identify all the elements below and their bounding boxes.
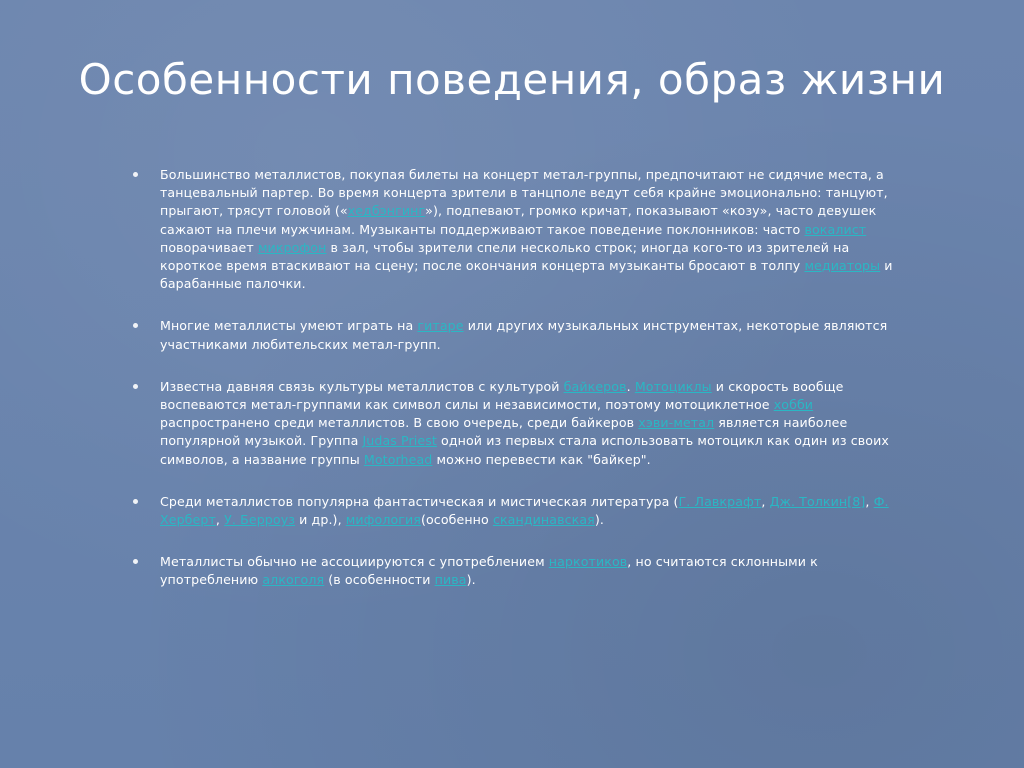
- link-headbanging[interactable]: хедбэнгинг: [347, 203, 426, 219]
- link-lovecraft[interactable]: Г. Лавкрафт: [678, 493, 762, 509]
- link-picks[interactable]: медиаторы: [804, 258, 881, 274]
- text: Известна давняя связь культуры металлистов с культурой: [160, 378, 564, 394]
- text: можно перевести как "байкер".: [432, 451, 651, 467]
- link-herbert[interactable]: Ф. Херберт: [160, 493, 889, 528]
- text: распространено среди металлистов. В свою очередь, среди байкеров: [160, 415, 639, 431]
- link-judas-priest[interactable]: Judas Priest: [362, 433, 437, 449]
- text: и скорость вообще воспеваются метал-группами как символ силы и независимости, поэтому мотоциклетное: [160, 378, 844, 413]
- link-hobby[interactable]: хобби: [773, 397, 814, 413]
- link-motorcycles[interactable]: Мотоциклы: [634, 378, 712, 394]
- link-beer[interactable]: пива: [434, 572, 467, 588]
- text: или других музыкальных инструментах, некоторые являются участниками любительских метал-групп.: [160, 318, 888, 352]
- text: ).: [466, 572, 476, 588]
- text: ,: [761, 493, 770, 509]
- bullet-icon: [133, 172, 138, 177]
- text: (в особенности: [324, 572, 435, 588]
- link-alcohol[interactable]: алкоголя: [262, 572, 325, 588]
- text: поворачивает: [160, 239, 258, 255]
- link-guitar[interactable]: гитаре: [417, 318, 464, 334]
- bullet-item-concert: [160, 166, 905, 293]
- text: .: [626, 378, 635, 394]
- bullet-item-bikers: [160, 378, 905, 469]
- link-mythology[interactable]: мифология: [345, 512, 421, 528]
- link-burroughs[interactable]: У. Берроуз: [224, 512, 296, 528]
- bullet-icon: [133, 323, 138, 328]
- text: ,: [215, 512, 225, 528]
- text: ,: [865, 493, 874, 509]
- bullet-item-instruments: [160, 317, 905, 353]
- bullet-icon: [133, 499, 138, 504]
- bullet-list: [160, 166, 905, 614]
- text: , но считаются склонными к употреблению: [160, 554, 818, 588]
- text: Металлисты обычно не ассоциируются с употреблением: [160, 554, 549, 570]
- bullet-item-substances: [160, 553, 905, 589]
- slide-title: Особенности поведения, образ жизни: [78, 55, 946, 104]
- text: Большинство металлистов, покупая билеты на концерт метал-группы, предпочитают не сидячие места, а танцевальный партер. Во время концерта зрители в танцполе ведут себя крайне эмоционально: танцуют, прыгают, трясут головой («: [160, 167, 888, 219]
- link-drugs[interactable]: наркотиков: [548, 554, 628, 570]
- text: в зал, чтобы зрители спели несколько строк; иногда кого-то из зрителей на короткое время втаскивают на сцену; после окончания концерта музыканты бросают в толпу: [160, 239, 850, 274]
- text: одной из первых стала использовать мотоцикл как один из своих символов, а название группы: [160, 433, 889, 467]
- text: (особенно: [420, 512, 493, 528]
- bullet-icon: [133, 384, 138, 389]
- bullet-item-literature: [160, 493, 905, 529]
- link-vocalist[interactable]: вокалист: [804, 221, 867, 237]
- text: и барабанные палочки.: [160, 258, 893, 292]
- link-heavy-metal[interactable]: хэви-метал: [638, 415, 715, 431]
- link-scandinavian[interactable]: скандинавская: [492, 512, 595, 528]
- link-tolkien[interactable]: Дж. Толкин[8]: [769, 493, 866, 509]
- text: Среди металлистов популярна фантастическая и мистическая литература (: [160, 493, 679, 509]
- bullet-icon: [133, 559, 138, 564]
- text: »), подпевают, громко кричат, показывают «козу», часто девушек сажают на плечи мужчинам. Музыканты поддерживают такое поведение поклонников: часто: [160, 203, 877, 237]
- text: и др.),: [295, 512, 346, 528]
- link-microphone[interactable]: микрофон: [257, 239, 327, 255]
- link-bikers[interactable]: байкеров: [563, 378, 627, 394]
- link-motorhead[interactable]: Motorhead: [363, 451, 433, 467]
- text: является наиболее популярной музыкой. Группа: [160, 415, 848, 449]
- text: ).: [594, 512, 604, 528]
- text: Многие металлисты умеют играть на: [160, 318, 418, 334]
